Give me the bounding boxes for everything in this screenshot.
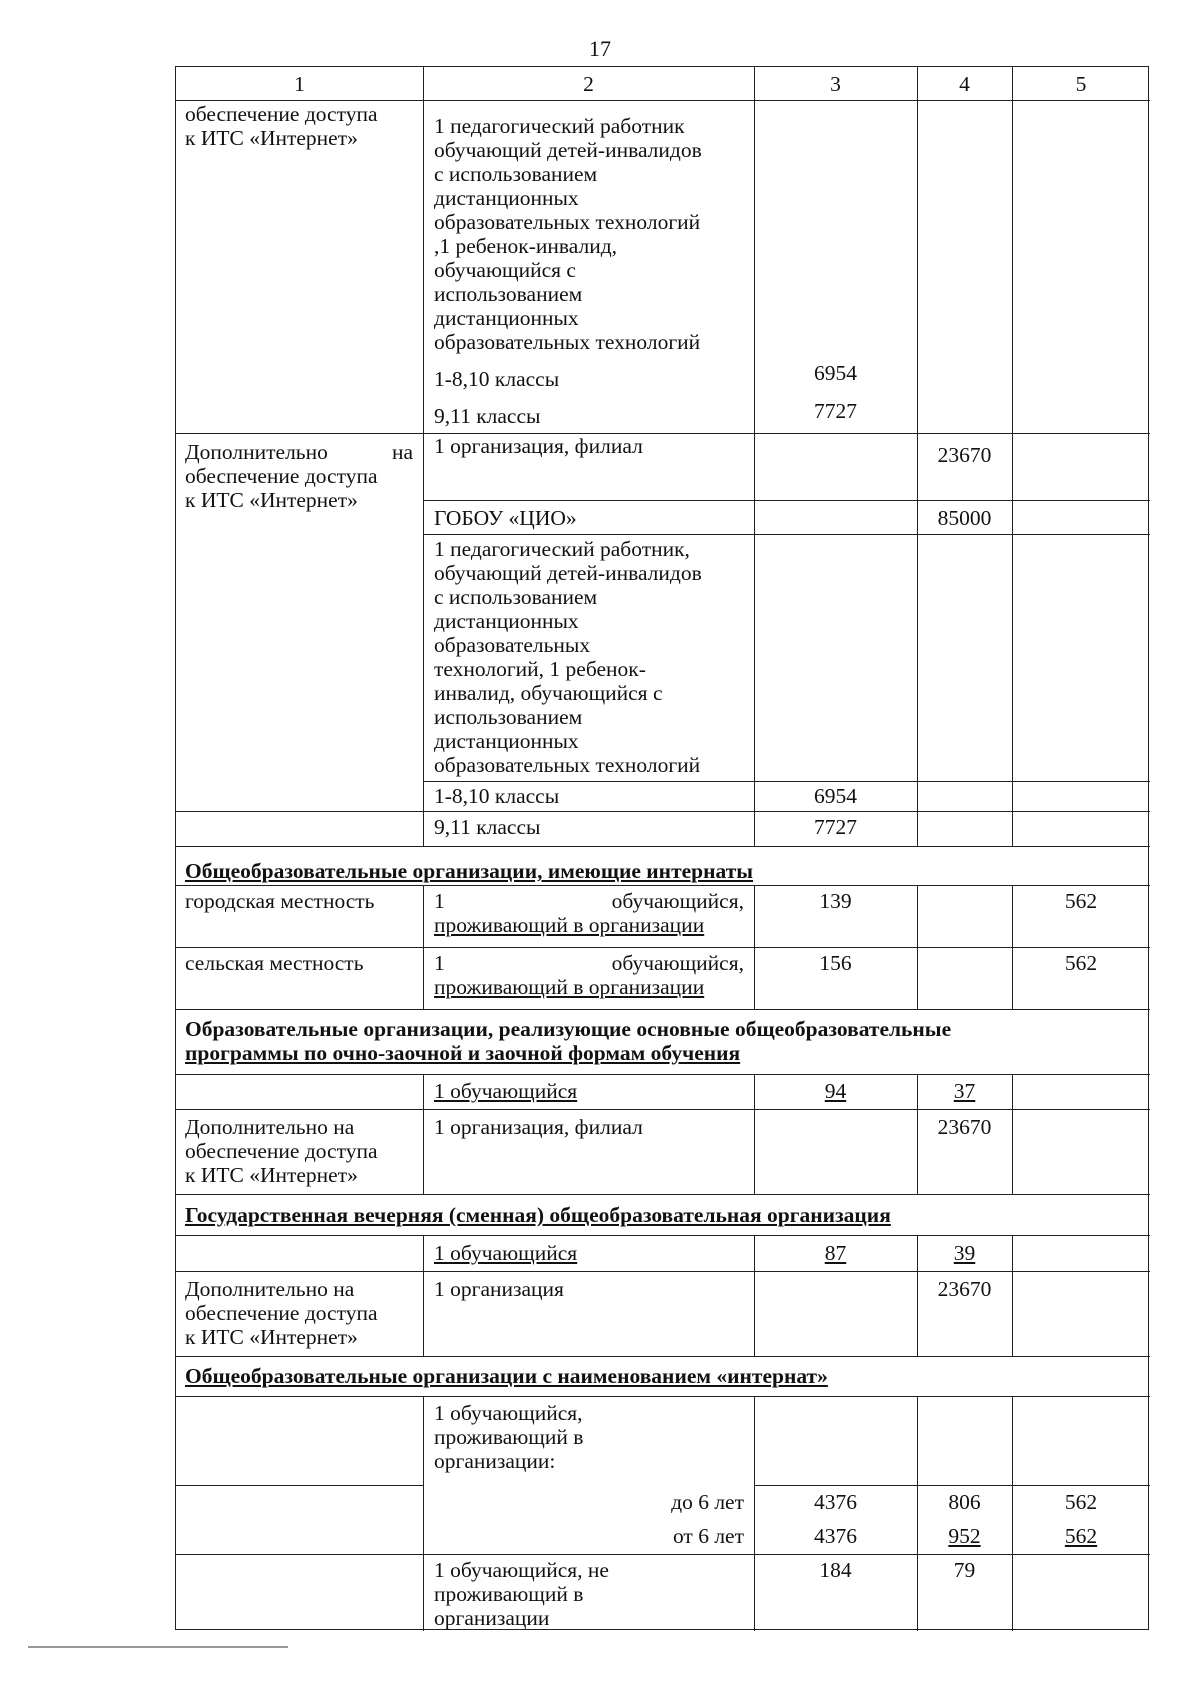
row-divider — [176, 811, 1150, 812]
row-divider — [176, 1235, 1150, 1236]
cell-value: 562 — [1064, 1490, 1098, 1514]
cell-text: дистанционных — [434, 609, 579, 633]
cell-text: технологий, 1 ребенок- — [434, 657, 646, 681]
cell-word: 1 — [434, 951, 445, 975]
section-title: Общеобразовательные организации с наименованием «интернат» — [185, 1364, 828, 1388]
row-divider — [423, 500, 1150, 501]
cell-text: с использованием — [434, 585, 598, 609]
cell-text: дистанционных — [434, 729, 579, 753]
cell-text: 1 педагогический работник — [434, 114, 685, 138]
cell-text: 1 организация — [434, 1277, 564, 1301]
cell-word: обучающийся, — [611, 951, 744, 975]
header-cell: 2 — [583, 72, 594, 96]
cell-text: образовательных технологий — [434, 330, 701, 354]
col-divider — [423, 885, 424, 1009]
cell-value: 952 — [948, 1524, 981, 1548]
cell-word: Дополнительно — [185, 440, 328, 464]
row-divider — [176, 433, 1150, 434]
section-title: Образовательные организации, реализующие основные общеобразовательные — [185, 1017, 952, 1041]
cell-word: обучающийся, — [611, 889, 744, 913]
cell-value: 139 — [819, 889, 852, 913]
cell-word: 1 — [434, 889, 445, 913]
cell-text: 1 организация, филиал — [434, 1115, 643, 1139]
header-cell: 5 — [1075, 72, 1087, 96]
cell-text: проживающий в организации — [434, 913, 705, 937]
cell-text: образовательных — [434, 633, 591, 657]
cell-text: дистанционных — [434, 306, 579, 330]
col-divider — [917, 885, 918, 1009]
cell-value: 7727 — [814, 815, 857, 839]
cell-value: 562 — [1064, 889, 1098, 913]
cell-text: к ИТС «Интернет» — [185, 1163, 358, 1187]
section-title: Общеобразовательные организации, имеющие интернаты — [185, 859, 754, 883]
cell-value: 37 — [953, 1079, 976, 1103]
cell-text: обеспечение доступа — [185, 1139, 378, 1163]
cell-value: 4376 — [814, 1524, 857, 1548]
cell-text: ГОБОУ «ЦИО» — [434, 506, 577, 530]
cell-text: ,1 ребенок-инвалид, — [434, 234, 618, 258]
cell-value: 4376 — [814, 1490, 857, 1514]
header-cell: 3 — [830, 72, 841, 96]
cell-text: к ИТС «Интернет» — [185, 488, 358, 512]
section-title: программы по очно-заочной и заочной формам обучения — [185, 1041, 741, 1065]
row-divider — [423, 781, 1150, 782]
row-divider — [176, 100, 1150, 101]
cell-text: обучающий детей-инвалидов — [434, 561, 702, 585]
row-divider — [176, 947, 1150, 948]
cell-value: 6954 — [814, 361, 857, 385]
col-divider — [423, 67, 424, 846]
cell-text: Дополнительно на — [185, 1277, 355, 1301]
cell-text: до 6 лет — [671, 1490, 744, 1514]
budget-table — [175, 66, 1149, 1630]
cell-text: с использованием — [434, 162, 598, 186]
cell-text — [434, 951, 744, 975]
col-divider — [423, 1074, 424, 1194]
row-divider — [176, 1074, 1150, 1075]
footer-rule — [28, 1646, 288, 1648]
cell-text: дистанционных — [434, 186, 579, 210]
cell-text: 1 обучающийся — [434, 1079, 578, 1103]
row-divider — [176, 1396, 1150, 1397]
col-divider — [754, 67, 755, 846]
cell-text: использованием — [434, 282, 583, 306]
row-divider — [176, 846, 1150, 847]
cell-text: обучающийся с — [434, 258, 576, 282]
cell-text: 1 педагогический работник, — [434, 537, 690, 561]
cell-text: 1 обучающийся — [434, 1241, 578, 1265]
row-divider — [176, 1554, 1150, 1555]
cell-value: 7727 — [814, 399, 857, 423]
cell-word: на — [391, 440, 413, 464]
cell-value: 87 — [824, 1241, 847, 1265]
cell-value: 806 — [948, 1490, 981, 1514]
cell-value: 562 — [1064, 951, 1098, 975]
row-divider — [176, 1009, 1150, 1010]
cell-value: 23670 — [937, 1115, 992, 1139]
cell-text: 1-8,10 классы — [434, 367, 560, 391]
cell-text: обеспечение доступа — [185, 102, 378, 126]
cell-text: инвалид, обучающийся с — [434, 681, 663, 705]
cell-value: 184 — [819, 1558, 852, 1582]
row-divider — [176, 1194, 1150, 1195]
row-divider — [176, 885, 1150, 886]
row-divider — [176, 1485, 423, 1486]
cell-text: 1 обучающийся, не — [434, 1558, 609, 1582]
cell-text: 1-8,10 классы — [434, 784, 560, 808]
cell-text: организации — [434, 1606, 550, 1630]
cell-value: 79 — [953, 1558, 976, 1582]
cell-text: 1 обучающийся, — [434, 1401, 583, 1425]
cell-value: 23670 — [937, 443, 992, 467]
cell-text: проживающий в — [434, 1582, 584, 1606]
col-divider — [1012, 67, 1013, 846]
cell-text: образовательных технологий — [434, 753, 701, 777]
cell-text: от 6 лет — [672, 1524, 744, 1548]
cell-text: использованием — [434, 705, 583, 729]
cell-text — [185, 440, 413, 464]
cell-text: проживающий в — [434, 1425, 584, 1449]
cell-text: к ИТС «Интернет» — [185, 126, 358, 150]
cell-text: сельская местность — [185, 951, 364, 975]
col-divider — [423, 1396, 424, 1631]
cell-text: 9,11 классы — [434, 815, 541, 839]
row-divider — [176, 1271, 1150, 1272]
col-divider — [423, 1235, 424, 1356]
cell-text: проживающий в организации — [434, 975, 705, 999]
cell-value: 6954 — [814, 784, 857, 808]
cell-text: образовательных технологий — [434, 210, 701, 234]
row-divider — [176, 1356, 1150, 1357]
row-divider — [176, 1109, 1150, 1110]
cell-text: обучающий детей-инвалидов — [434, 138, 702, 162]
col-divider — [1012, 1235, 1013, 1356]
cell-text — [434, 889, 744, 913]
cell-text: организации: — [434, 1449, 556, 1473]
page-number: 17 — [589, 36, 611, 61]
cell-text: 1 организация, филиал — [434, 434, 643, 458]
cell-value: 94 — [824, 1079, 847, 1103]
cell-value: 39 — [953, 1241, 976, 1265]
row-divider — [423, 534, 1150, 535]
cell-text: обеспечение доступа — [185, 1301, 378, 1325]
cell-value: 156 — [819, 951, 852, 975]
cell-value: 562 — [1064, 1524, 1098, 1548]
header-cell: 4 — [959, 72, 970, 96]
header-cell: 1 — [294, 72, 305, 96]
section-title: Государственная вечерняя (сменная) общеобразовательная организация — [185, 1203, 891, 1227]
row-divider — [754, 1485, 1150, 1486]
cell-text: городская местность — [185, 889, 375, 913]
cell-text: к ИТС «Интернет» — [185, 1325, 358, 1349]
cell-text: 9,11 классы — [434, 404, 541, 428]
cell-text: обеспечение доступа — [185, 464, 378, 488]
cell-value: 23670 — [937, 1277, 992, 1301]
cell-text: Дополнительно на — [185, 1115, 355, 1139]
cell-value: 85000 — [937, 506, 992, 530]
col-divider — [1012, 1074, 1013, 1194]
